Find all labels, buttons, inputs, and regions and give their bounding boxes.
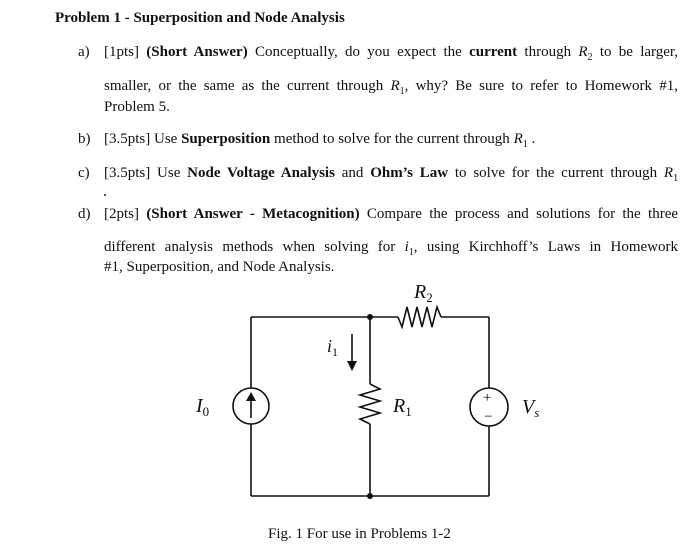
item-a-points: [1pts] (104, 44, 139, 60)
item-a-text3: to be larger, (599, 44, 679, 60)
item-d-line2-rest: , using Kirchhoff’s Laws in Homework (413, 239, 678, 255)
item-a-label: a) (78, 44, 90, 60)
item-b-method: Superposition (181, 131, 271, 147)
item-a-tag: (Short Answer) (146, 44, 248, 60)
label-vs: $V_s$ (522, 396, 540, 420)
label-r2: $R_2$ (414, 281, 433, 305)
figure-caption: Fig. 1 For use in Problems 1-2 (268, 526, 451, 542)
item-d-tag: (Short Answer - Metacognition) (146, 206, 360, 222)
item-d-text1: Compare the process and solutions for the three (366, 206, 679, 222)
item-c-r1: $R_1$ (663, 165, 679, 184)
item-d-line3: #1, Superposition, and Node Analysis. (104, 259, 335, 275)
item-d-line2-text: different analysis methods when solving for (104, 239, 396, 255)
current-source-arrowhead (246, 392, 256, 401)
item-d-i1: $i_1$ (404, 239, 414, 258)
item-a-r1: $R_1$ (390, 78, 405, 97)
item-a-line2-rest: , why? Be sure to refer to Homework #1, (404, 78, 678, 94)
item-c-points: [3.5pts] Use (104, 165, 181, 181)
item-c-and: and (341, 165, 364, 181)
label-r1: $R_1$ (393, 395, 412, 419)
item-b-r1: $R_1$ (513, 131, 528, 150)
item-c-method2: Ohm’s Law (370, 165, 449, 181)
node-bottom (367, 493, 373, 499)
problem-title: Problem 1 - Superposition and Node Analysis (55, 10, 345, 26)
item-a-text2: through (524, 44, 572, 60)
voltage-plus-sign: + (483, 390, 492, 406)
item-a-current-word: current (469, 44, 518, 60)
item-b-text: method to solve for the current through (274, 131, 510, 147)
item-b-points: [3.5pts] Use (104, 131, 178, 147)
voltage-minus-sign: − (484, 409, 493, 425)
resistor-r1-zigzag (360, 384, 380, 424)
item-d-points: [2pts] (104, 206, 139, 222)
item-a-text1: Conceptually, do you expect the (255, 44, 462, 60)
item-d-label: d) (78, 206, 91, 222)
item-b-period: . (531, 131, 536, 147)
resistor-r2-zigzag (398, 307, 441, 327)
item-c-method1: Node Voltage Analysis (187, 165, 335, 181)
node-top (367, 314, 373, 320)
label-io: $I_0$ (196, 395, 210, 419)
item-a-line3: Problem 5. (104, 99, 170, 115)
item-c-label: c) (78, 165, 90, 181)
item-b-label: b) (78, 131, 91, 147)
item-a-r2: $R_2$ (578, 44, 593, 63)
label-i1: $i_1$ (327, 336, 339, 359)
i1-arrowhead (347, 361, 357, 371)
item-a-line2-text: smaller, or the same as the current through (104, 78, 384, 94)
item-c-text: to solve for the current through (454, 165, 658, 181)
